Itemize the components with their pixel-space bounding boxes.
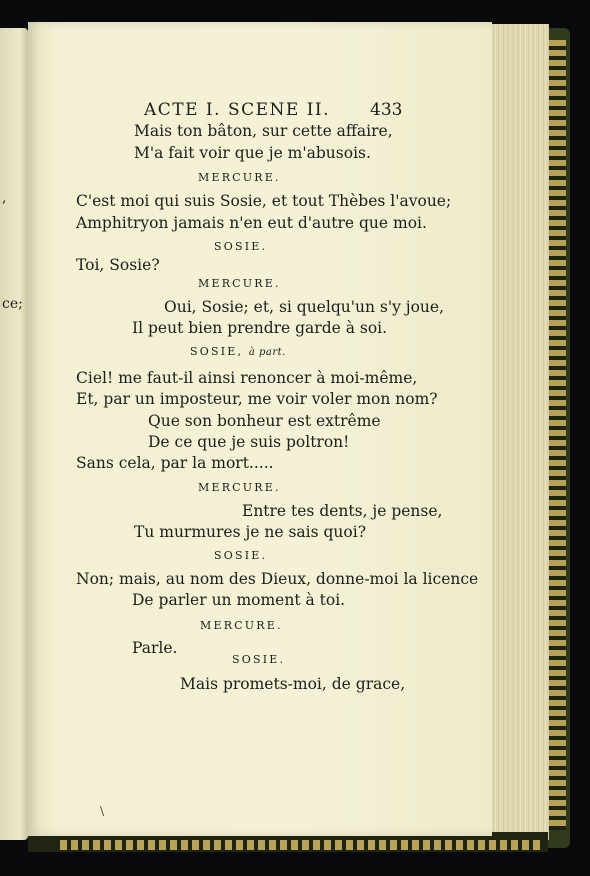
verse-line: Et, par un imposteur, me voir voler mon nom? [76,390,438,408]
speaker-name: SOSIE. [214,549,268,562]
verse-line: Que son bonheur est extrême [148,412,381,430]
speaker-name: SOSIE. [232,653,286,666]
verse-line: Mais promets-moi, de grace, [180,675,406,693]
stage-direction: à part. [248,347,286,358]
verse-line: M'a fait voir que je m'abusois. [134,144,371,162]
book-page [28,22,492,836]
page-fore-edge [486,24,549,840]
verse-line: Non; mais, au nom des Dieux, donne-moi la licence [76,570,479,588]
verse-line: Parle. [132,639,178,657]
gilt-border-right [548,40,566,830]
speaker-name [190,346,286,358]
verse-line: De parler un moment à toi. [132,591,346,609]
ink-mark: \ [100,804,105,818]
speaker-name: SOSIE. [214,240,268,253]
verse-line: Amphitryon jamais n'en eut d'autre que moi. [76,214,427,232]
verse-line: Mais ton bâton, sur cette affaire, [134,122,393,140]
verse-line: Sans cela, par la mort..... [76,454,274,472]
verse-line: Ciel! me faut-il ainsi renoncer à moi-même, [76,369,418,387]
speaker-name: MERCURE. [198,277,281,290]
verse-line: C'est moi qui suis Sosie, et tout Thèbes l'avoue; [76,192,452,210]
speaker-name: MERCURE. [198,481,281,494]
running-title: ACTE I. SCENE II. [144,100,331,120]
page-number: 433 [370,100,403,120]
verse-line: Il peut bien prendre garde à soi. [132,319,388,337]
gilt-border-bottom [60,840,540,850]
verse-line: Tu murmures je ne sais quoi? [134,523,367,541]
left-page-fragment: ce; [2,296,23,312]
verse-line: Entre tes dents, je pense, [242,502,443,520]
facing-page-left [0,28,28,840]
verse-line: De ce que je suis poltron! [148,433,350,451]
verse-line: Oui, Sosie; et, si quelqu'un s'y joue, [164,298,444,316]
speaker-name: MERCURE. [200,619,283,632]
speaker-name: MERCURE. [198,171,281,184]
speaker-label: SOSIE, [190,345,244,358]
left-page-fragment: , [2,190,7,206]
verse-line: Toi, Sosie? [76,256,160,274]
